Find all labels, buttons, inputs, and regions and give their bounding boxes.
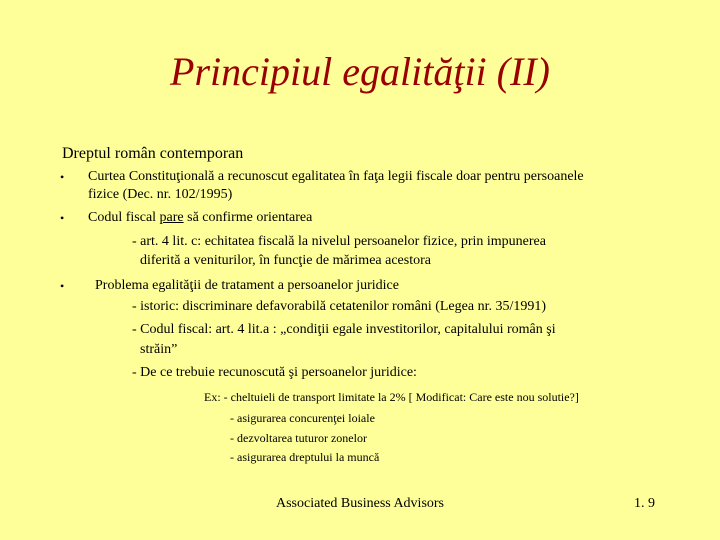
bullet-3-sub-line-3: străin” bbox=[140, 342, 178, 357]
bullet-3-sub-line-1: - istoric: discriminare defavorabilă cetatenilor români (Legea nr. 35/1991) bbox=[132, 299, 547, 314]
bullet-1-line-2: fizice (Dec. nr. 102/1995) bbox=[88, 187, 233, 202]
bullet-3-sub-line-4: - De ce trebuie recunoscută şi persoanelor juridice: bbox=[132, 365, 417, 380]
bullet-3-line: Problema egalităţii de tratament a persoanelor juridice bbox=[95, 278, 399, 293]
bullet-1-marker: • bbox=[60, 170, 65, 184]
example-line: Ex: - cheltuieli de transport limitate la 2% [ Modificat: Care este nou solutie?] bbox=[204, 390, 579, 404]
bullet-3-marker: • bbox=[60, 279, 65, 293]
slide-title: Principiul egalităţii (II) bbox=[170, 49, 550, 94]
bullet-2-sub-line-2: diferită a veniturilor, în funcţie de mărimea acestora bbox=[140, 253, 431, 268]
example-item-3: - asigurarea dreptului la muncă bbox=[230, 450, 380, 464]
bullet-2-underlined-word: pare bbox=[159, 210, 184, 225]
bullet-2-sub-line-1: - art. 4 lit. c: echitatea fiscală la nivelul persoanelor fizice, prin impunerea bbox=[132, 234, 546, 249]
footer-page-number: 1. 9 bbox=[634, 496, 655, 511]
bullet-2-text-after: să confirme orientarea bbox=[183, 210, 313, 225]
bullet-2-text-before: Codul fiscal bbox=[88, 210, 160, 225]
bullet-2-marker: • bbox=[60, 211, 65, 225]
example-item-1: - asigurarea concurenţei loiale bbox=[230, 411, 375, 425]
bullet-3-sub-line-2: - Codul fiscal: art. 4 lit.a : „condiţii egale investitorilor, capitalului român şi bbox=[132, 322, 556, 337]
bullet-2-line bbox=[88, 209, 312, 227]
example-item-2: - dezvoltarea tuturor zonelor bbox=[230, 431, 367, 445]
section-heading: Dreptul român contemporan bbox=[62, 145, 244, 162]
footer-company: Associated Business Advisors bbox=[276, 496, 444, 511]
bullet-1-line-1: Curtea Constituţională a recunoscut egalitatea în faţa legii fiscale doar pentru persoanele bbox=[88, 169, 584, 184]
